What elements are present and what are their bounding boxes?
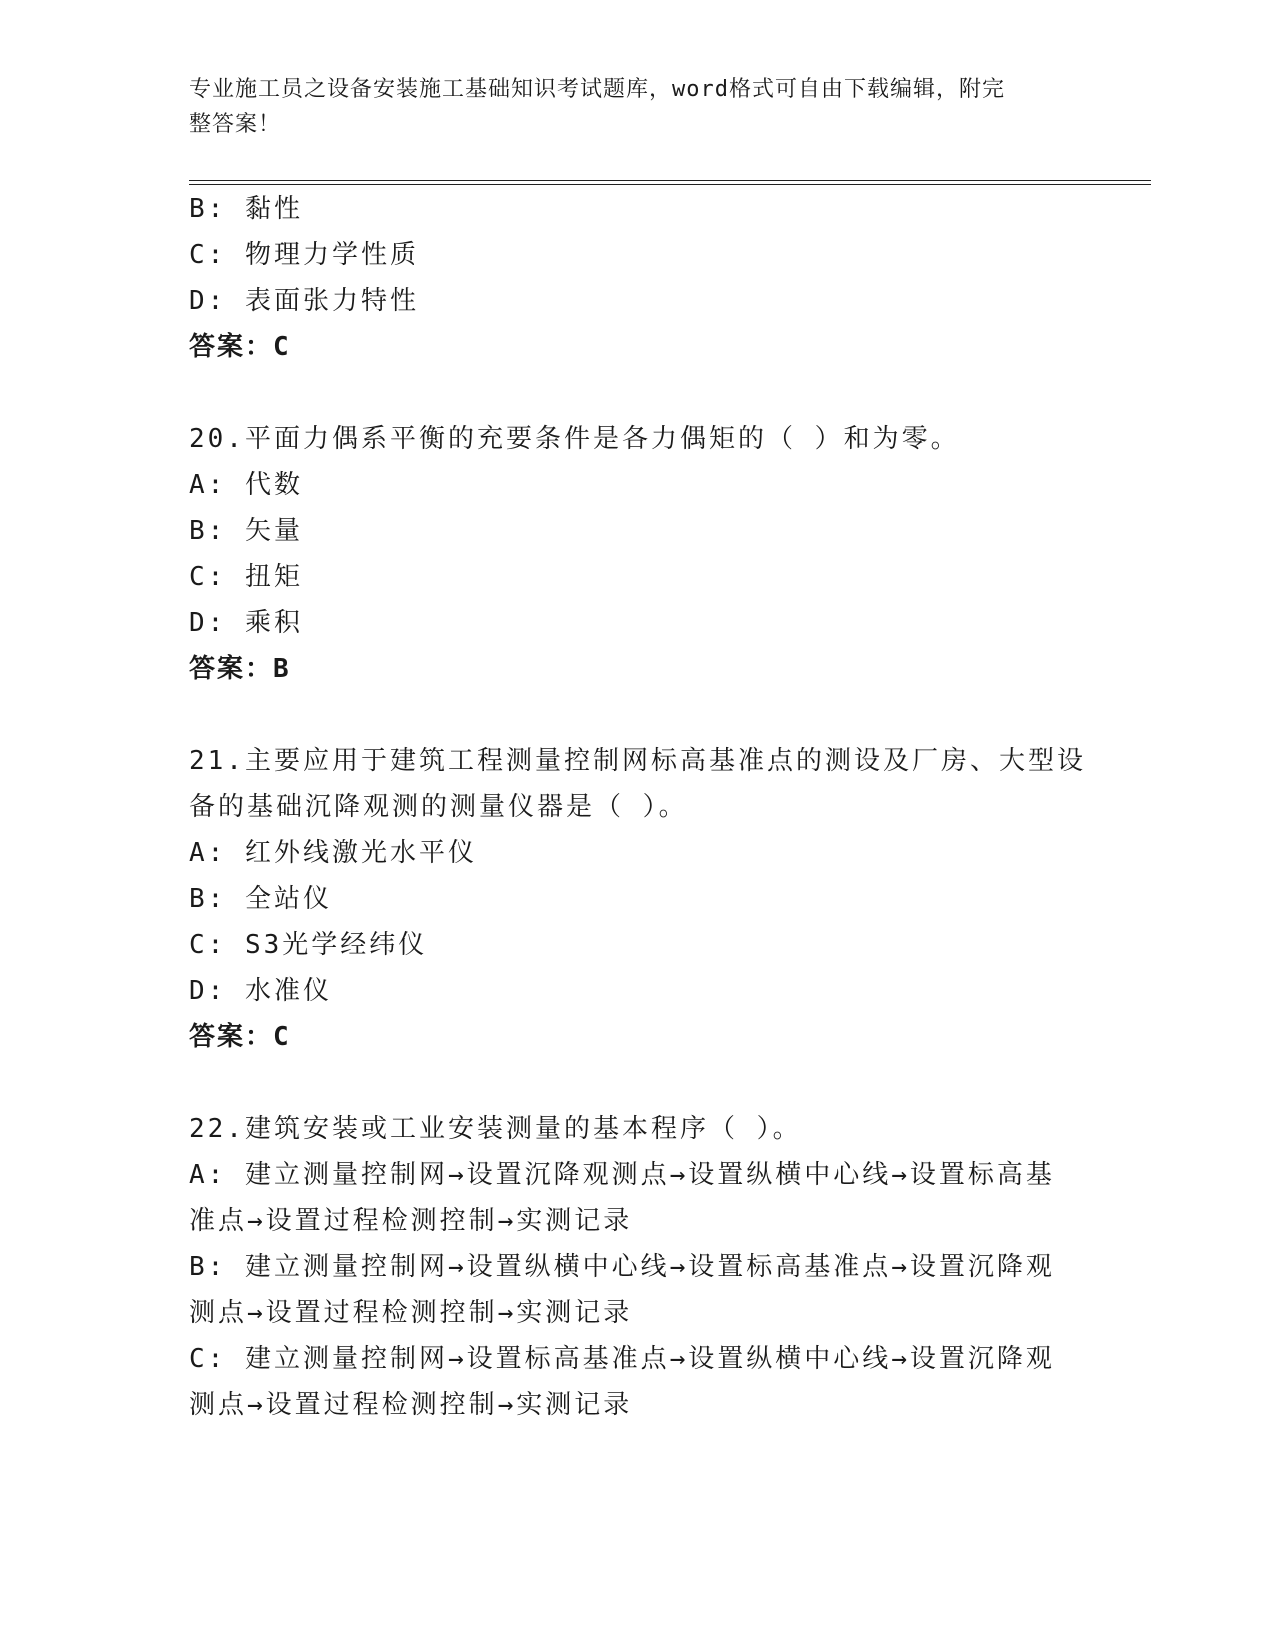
- option-c: C: 扭矩: [189, 562, 303, 592]
- option-d: D: 表面张力特性: [189, 286, 419, 316]
- option-b: B: 全站仪: [189, 884, 332, 914]
- option-b-line-2: 测点→设置过程检测控制→实测记录: [189, 1298, 633, 1328]
- question-20: [189, 416, 1089, 692]
- option-b: B: 黏性: [189, 194, 303, 224]
- answer: 答案：C: [189, 1022, 291, 1052]
- option-c-line-1: C: 建立测量控制网→设置标高基准点→设置纵横中心线→设置沉降观: [189, 1344, 1055, 1374]
- header-divider-top: [189, 180, 1151, 181]
- question-list: [189, 186, 1089, 1428]
- option-c: C: S3光学经纬仪: [189, 930, 428, 960]
- question-22: [189, 1106, 1089, 1428]
- option-c-line-2: 测点→设置过程检测控制→实测记录: [189, 1390, 633, 1420]
- option-a-line-1: A: 建立测量控制网→设置沉降观测点→设置纵横中心线→设置标高基: [189, 1160, 1055, 1190]
- question-stem-line-2: 备的基础沉降观测的测量仪器是（ ）。: [189, 792, 688, 822]
- header-divider-bottom: [189, 184, 1151, 185]
- document-header: [189, 72, 1069, 142]
- option-a: A: 代数: [189, 470, 303, 500]
- option-a: A: 红外线激光水平仪: [189, 838, 477, 868]
- option-a-line-2: 准点→设置过程检测控制→实测记录: [189, 1206, 633, 1236]
- option-b: B: 矢量: [189, 516, 303, 546]
- answer: 答案：B: [189, 654, 291, 684]
- question-21: [189, 738, 1089, 1060]
- option-d: D: 水准仪: [189, 976, 332, 1006]
- question-stem: 22.建筑安装或工业安装测量的基本程序（ ）。: [189, 1114, 802, 1144]
- option-d: D: 乘积: [189, 608, 303, 638]
- question-stem: 20.平面力偶系平衡的充要条件是各力偶矩的（ ）和为零。: [189, 424, 960, 454]
- header-line-2: 整答案！: [189, 112, 282, 137]
- header-line-1: 专业施工员之设备安装施工基础知识考试题库，word格式可自由下载编辑，附完: [189, 77, 1005, 102]
- question-19-continuation: [189, 186, 1089, 370]
- answer: 答案：C: [189, 332, 291, 362]
- option-c: C: 物理力学性质: [189, 240, 419, 270]
- option-b-line-1: B: 建立测量控制网→设置纵横中心线→设置标高基准点→设置沉降观: [189, 1252, 1055, 1282]
- question-stem-line-1: 21.主要应用于建筑工程测量控制网标高基准点的测设及厂房、大型设: [189, 746, 1086, 776]
